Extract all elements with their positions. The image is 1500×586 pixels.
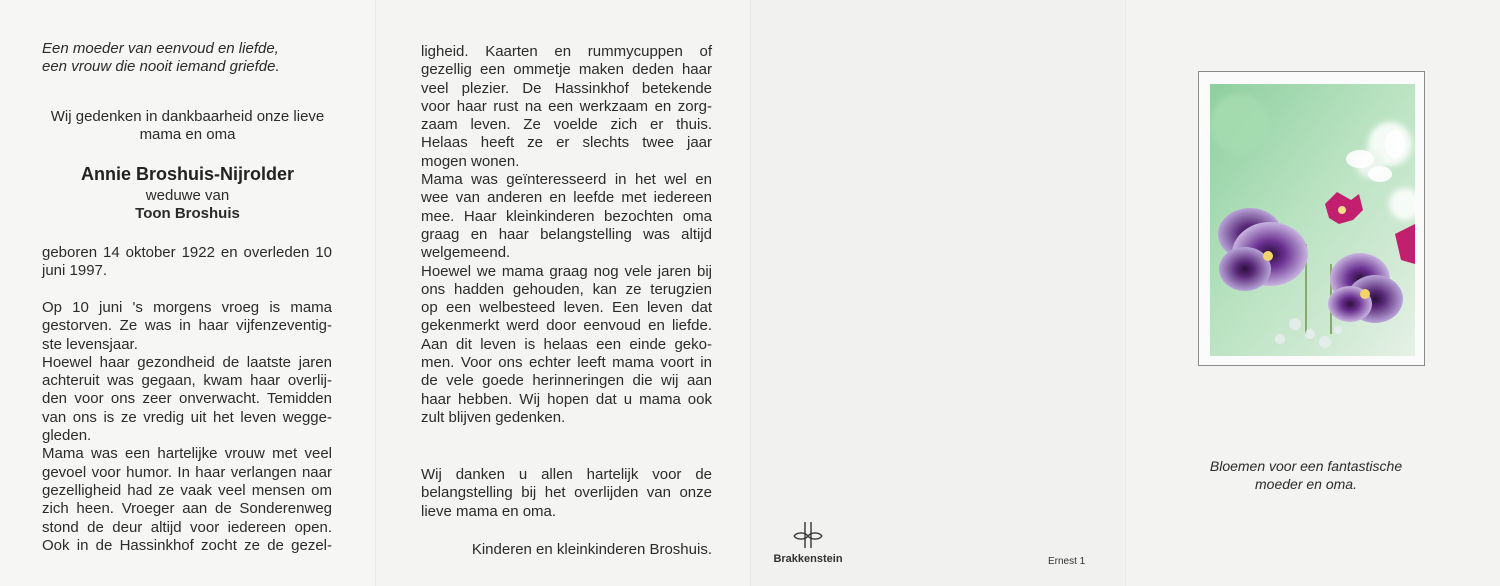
biography-line: ligheid. Kaarten en rummycuppen of	[421, 43, 712, 60]
biography-line: stond de deur altijd voor iedereen open.	[42, 518, 332, 536]
flower-caption	[1190, 457, 1422, 493]
biography-line: mogen wonen.	[421, 152, 520, 170]
intro-line: Wij gedenken in dankbaarheid onze lieve	[50, 108, 325, 125]
biography-line: gekenmerkt werd door eenvoud en liefde.	[421, 317, 712, 335]
card-code: Ernest 1	[1048, 556, 1086, 567]
back-page	[750, 0, 1125, 586]
printer-brand: Brakkenstein	[773, 553, 843, 565]
biography-line: zult blijven gedenken.	[421, 408, 566, 426]
biography-line: Ook in de Hassinkhof zocht ze de gezel-	[42, 536, 332, 554]
intro-text	[40, 108, 335, 145]
biography-line: Aan dit leven is helaas een einde geko-	[421, 335, 712, 353]
quote-line: Een moeder van eenvoud en liefde,	[42, 40, 279, 57]
biography-line: Op 10 juni 's morgens vroeg is mama	[42, 299, 332, 316]
biography-line: Hoewel we mama graag nog vele jaren bij	[421, 262, 712, 280]
brakkenstein-logo-icon	[790, 520, 826, 550]
dates-line: juni 1997.	[42, 262, 108, 280]
biography-line: de vele goede herinneringen die wij aan	[421, 372, 712, 390]
biography-line: veel plezier. De Hassinkhof betekende	[421, 79, 712, 97]
thanks-line: belangstelling bij het overlijden van onze	[421, 484, 712, 502]
biography-part-2	[421, 43, 712, 427]
biography-line: haar hebben. Wij hopen dat u mama ook	[421, 390, 712, 408]
widow-label: weduwe van	[145, 187, 230, 204]
husband-name: Toon Broshuis	[135, 205, 240, 222]
biography-line: gestorven. Ze was in haar vijfenzeventig-	[42, 317, 332, 335]
biography-line: ste levensjaar.	[42, 335, 138, 353]
biography-line: Helaas heeft ze er slechts twee jaar	[421, 134, 712, 152]
fold-line	[375, 0, 376, 586]
caption-line: Bloemen voor een fantastische	[1209, 458, 1403, 474]
thanks-line: lieve mama en oma.	[421, 502, 557, 520]
biography-line: graag en haar belangstelling was altijd	[421, 225, 712, 243]
biography-part-1	[42, 299, 332, 555]
dates-line: geboren 14 oktober 1922 en overleden 10	[42, 244, 332, 261]
biography-line: gezelligheid had ze vaak veel mensen om	[42, 481, 332, 499]
biography-line: zich heen. Vroeger aan de Sonderenweg	[42, 500, 332, 518]
fold-line	[1125, 0, 1126, 586]
photo-frame	[1198, 71, 1425, 366]
biography-line: mee. Haar kleinkinderen bezochten oma	[421, 207, 712, 225]
fold-line	[750, 0, 751, 586]
family-signature: Kinderen en kleinkinderen Broshuis.	[471, 541, 712, 558]
biography-line: Hoewel haar gezondheid de laatste jaren	[42, 353, 332, 371]
biography-line: op een welbesteed leven. Een leven dat	[421, 299, 712, 317]
biography-line: zaam leven. Ze voelde zich er thuis.	[421, 116, 712, 134]
memorial-quote	[42, 40, 342, 77]
biography-line: voor haar rust na een werkzaam en zorg-	[421, 97, 712, 115]
deceased-name: Annie Broshuis-Nijrolder	[80, 164, 295, 184]
biography-line: gezellig een ommetje maken deden haar	[421, 61, 712, 79]
quote-line: een vrouw die nooit iemand griefde.	[42, 58, 280, 76]
caption-line: moeder en oma.	[1255, 476, 1357, 492]
biography-line: wee van anderen en leefde met iedereen	[421, 189, 712, 207]
flower-photo	[1210, 84, 1415, 356]
biography-line: achteruit was gegaan, kwam haar overlij-	[42, 372, 332, 390]
biography-line: ons hadden gehouden, kan ze terugzien	[421, 280, 712, 298]
biography-line: Mama was geïnteresseerd in het wel en	[421, 171, 712, 189]
biography-line: den voor ons zeer onverwacht. Temidden	[42, 390, 332, 408]
biography-line: gevoel voor humor. In haar verlangen naar	[42, 463, 332, 481]
biography-line: van ons is ze vredig uit het leven wegge-	[42, 408, 332, 426]
thanks-line: Wij danken u allen hartelijk voor de	[421, 466, 712, 483]
biography-line: Mama was een hartelijke vrouw met veel	[42, 445, 332, 463]
biography-line: gleden.	[42, 427, 92, 445]
biography-line: men. Voor ons echter leeft mama voort in	[421, 354, 712, 372]
thanks-text	[421, 466, 712, 521]
intro-line: mama en oma	[139, 126, 236, 144]
birth-death-dates	[42, 244, 332, 281]
biography-line: welgemeend.	[421, 244, 511, 262]
